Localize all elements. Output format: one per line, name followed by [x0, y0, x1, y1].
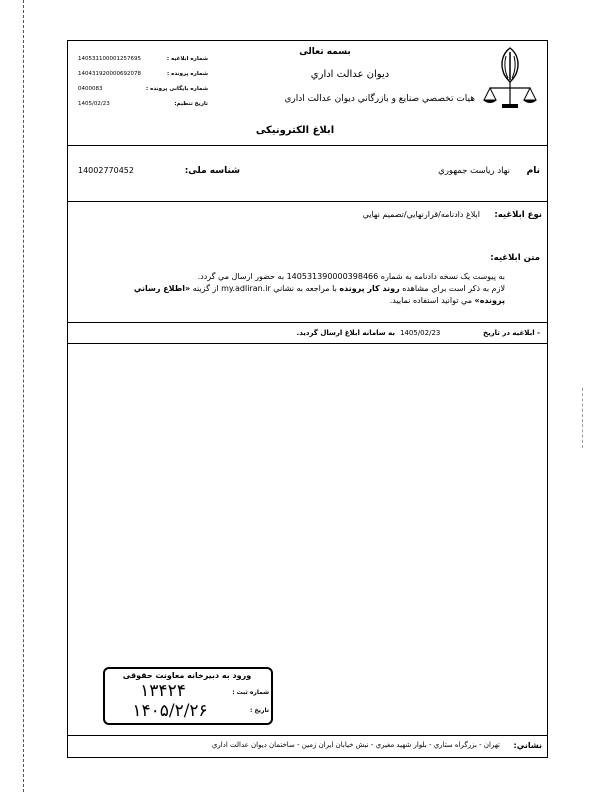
meta-value-archive-number: 0400083: [78, 86, 103, 92]
emblem-logo: [480, 44, 540, 112]
notice-type-value: ابلاغ دادنامه/قرارنهایي/تصمیم نهایي: [362, 210, 480, 219]
stamp-number-label: شماره ثبت :: [232, 689, 269, 696]
board-name: هیات تخصصي صنایع و بازرگاني دیوان عدالت اداري: [284, 94, 475, 104]
delivery-label: - ابلاغیه در تاریخ: [482, 329, 540, 337]
doc-title: ابلاغ الکترونیکی: [255, 125, 335, 136]
scan-edge-mark: [582, 388, 583, 448]
meta-label-date: تاریخ تنظیم:: [174, 101, 208, 107]
meta-value-date: 1405/02/23: [78, 101, 110, 107]
stamp-date-value: ۱۴۰۵/۲/۲۶: [132, 701, 208, 721]
notice-text-bold: پرونده»: [474, 296, 505, 305]
national-id-label: شناسه ملی:: [184, 166, 240, 176]
recipient-name-label: نام: [526, 166, 540, 176]
notice-text-bold: «اطلاع رساني: [133, 284, 191, 293]
notice-text-part: مي توانید استفاده نمایید.: [389, 296, 475, 305]
divider: [67, 735, 548, 736]
delivery-date: 1405/02/23: [400, 329, 441, 337]
recipient-name-value: نهاد ریاست جمهوري: [438, 166, 510, 176]
delivery-text: به سامانه ابلاغ ارسال گردید.: [296, 329, 395, 337]
divider: [67, 201, 548, 202]
address-label: نشاني:: [513, 741, 542, 750]
address-text: تهران - بزرگراه ستاري - بلوار شهید مغیري - نبش خیابان ایران زمین - ساختمان دیوان عدالت اداري: [211, 741, 500, 749]
divider: [67, 322, 548, 323]
notice-text-bold: روند کار پرونده: [339, 284, 400, 293]
court-name: دیوان عدالت اداري: [310, 69, 390, 80]
meta-value-case-number: 140431920000692078: [78, 71, 141, 77]
stamp-title: ورود به دبیرخانه معاونت حقوقی: [122, 671, 252, 680]
meta-label-case-number: شماره پرونده :: [167, 71, 208, 77]
notice-text-part: لازم به ذکر است براي مشاهده: [399, 284, 505, 293]
notice-text-line3: [200, 296, 505, 305]
notice-text-line2: [90, 284, 505, 293]
divider: [67, 343, 548, 344]
notice-text-label: متن ابلاغیه:: [490, 253, 540, 263]
national-id-value: 14002770452: [78, 166, 134, 175]
notice-text-part: با مراجعه به نشاني my.adliran.ir از گزینه: [190, 284, 340, 293]
meta-value-notice-number: 140531100001257695: [78, 56, 141, 62]
notice-text-line1: به پیوست یک نسخه دادنامه به شماره 140531390000398466 به حضور ارسال مي گردد.: [197, 272, 505, 281]
scan-edge-mark: [23, 0, 24, 792]
notice-type-label: نوع ابلاغیه:: [494, 210, 542, 220]
meta-label-notice-number: شماره ابلاغیه :: [166, 56, 208, 62]
stamp-number-value: ۱۳۴۲۴: [140, 681, 186, 701]
document-frame: [67, 40, 548, 758]
meta-label-archive-number: شماره بایگانی پرونده :: [145, 86, 208, 92]
registration-stamp: [103, 667, 273, 725]
stamp-date-label: تاریخ :: [249, 707, 269, 714]
divider: [67, 145, 548, 146]
bismillah: بسمه تعالی: [299, 47, 351, 57]
